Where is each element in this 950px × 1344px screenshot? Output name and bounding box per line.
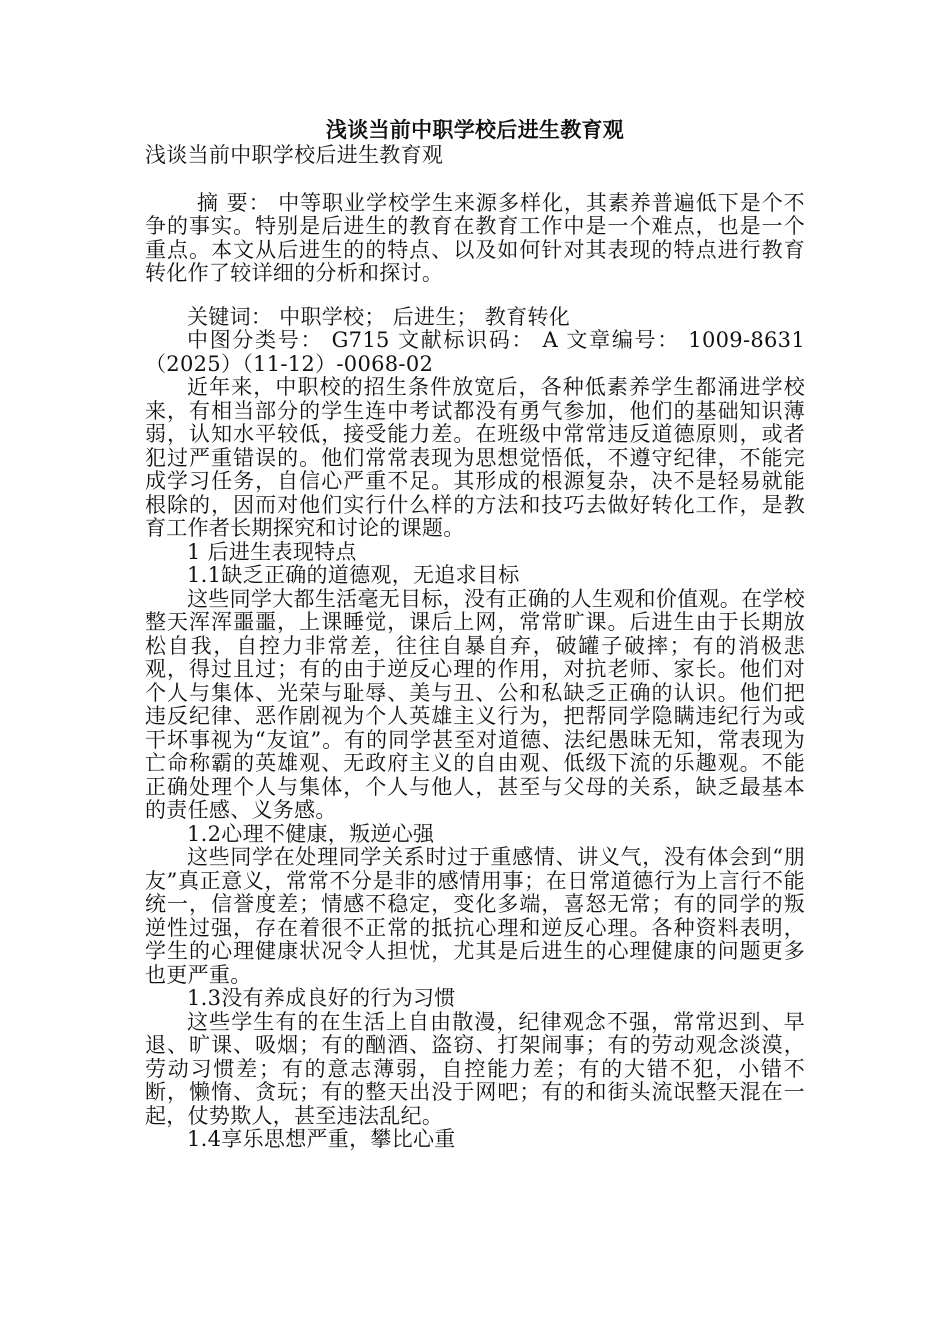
document-subtitle: 浅谈当前中职学校后进生教育观 [145,143,444,167]
section-1-1-heading: 1.1缺乏正确的道德观，无追求目标 [187,563,520,587]
abstract-paragraph: 摘 要： 中等职业学校学生来源多样化，其素养普遍低下是个不争的事实。特别是后进生的教育在教育工作中是一个难点，也是一个重点。本文从后进生的的特点、以及如何针对其表现的特点进行教育转化作了较详细的分析和探讨。 [145,190,805,285]
section-1-4-heading: 1.4享乐思想严重，攀比心重 [187,1127,456,1151]
intro-paragraph: 近年来，中职校的招生条件放宽后，各种低素养学生都涌进学校来，有相当部分的学生连中考试都没有勇气参加，他们的基础知识薄弱，认知水平较低，接受能力差。在班级中常常违反道德原则，或者犯过严重错误的。他们常常表现为思想觉悟低，不遵守纪律，不能完成学习任务，自信心严重不足。其形成的根源复杂，决不是轻易就能根除的，因而对他们实行什么样的方法和技巧去做好转化工作，是教育工作者长期探究和讨论的课题。 [145,375,805,540]
section-1-3-body: 这些学生有的在生活上自由散漫，纪律观念不强，常常迟到、早退、旷课、吸烟；有的酗酒、盗窃、打架闹事；有的劳动观念淡漠，劳动习惯差；有的意志薄弱，自控能力差；有的大错不犯，小错不断，懒惰、贪玩；有的整天出没于网吧；有的和街头流氓整天混在一起，仗势欺人，甚至违法乱纪。 [145,1009,805,1128]
spacer [145,168,805,192]
document-title: 浅谈当前中职学校后进生教育观 [325,117,625,142]
section-1-2-heading: 1.2心理不健康，叛逆心强 [187,821,435,846]
classification-line: 中图分类号： G715 文献标识码： A 文章编号： 1009-8631（2025）（11-12）-0068-02 [145,328,805,376]
section-1-2-body: 这些同学在处理同学关系时过于重感情、讲义气，没有体会到“朋友”真正意义，常常不分是非的感情用事；在日常道德行为上言行不能统一，信誉度差；情感不稳定，变化多端，喜怒无常；有的同学的叛逆性过强，存在着很不正常的抵抗心理和逆反心理。各种资料表明，学生的心理健康状况令人担忧，尤其是后进生的心理健康的问题更多也更严重。 [145,845,805,987]
section-1-heading: 1 后进生表现特点 [187,539,357,564]
keywords-line: 关键词： 中职学校； 后进生； 教育转化 [187,304,571,329]
spacer [145,286,805,306]
section-1-3-heading: 1.3没有养成良好的行为习惯 [187,986,456,1010]
document-page [145,118,805,1152]
section-1-1-body: 这些同学大都生活毫无目标，没有正确的人生观和价值观。在学校整天浑浑噩噩，上课睡觉，课后上网，常常旷课。后进生由于长期放松自我，自控力非常差，往往自暴自弃，破罐子破摔；有的消极悲观，得过且过；有的由于逆反心理的作用，对抗老师、家长。他们对个人与集体、光荣与耻辱、美与丑、公和私缺乏正确的认识。他们把违反纪律、恶作剧视为个人英雄主义行为，把帮同学隐瞒违纪行为或干坏事视为“友谊”。有的同学甚至对道德、法纪愚昧无知，常表现为亡命称霸的英雄观、无政府主义的自由观、低级下流的乐趣观。不能正确处理个人与集体，个人与他人，甚至与父母的关系，缺乏最基本的责任感、义务感。 [145,586,805,822]
